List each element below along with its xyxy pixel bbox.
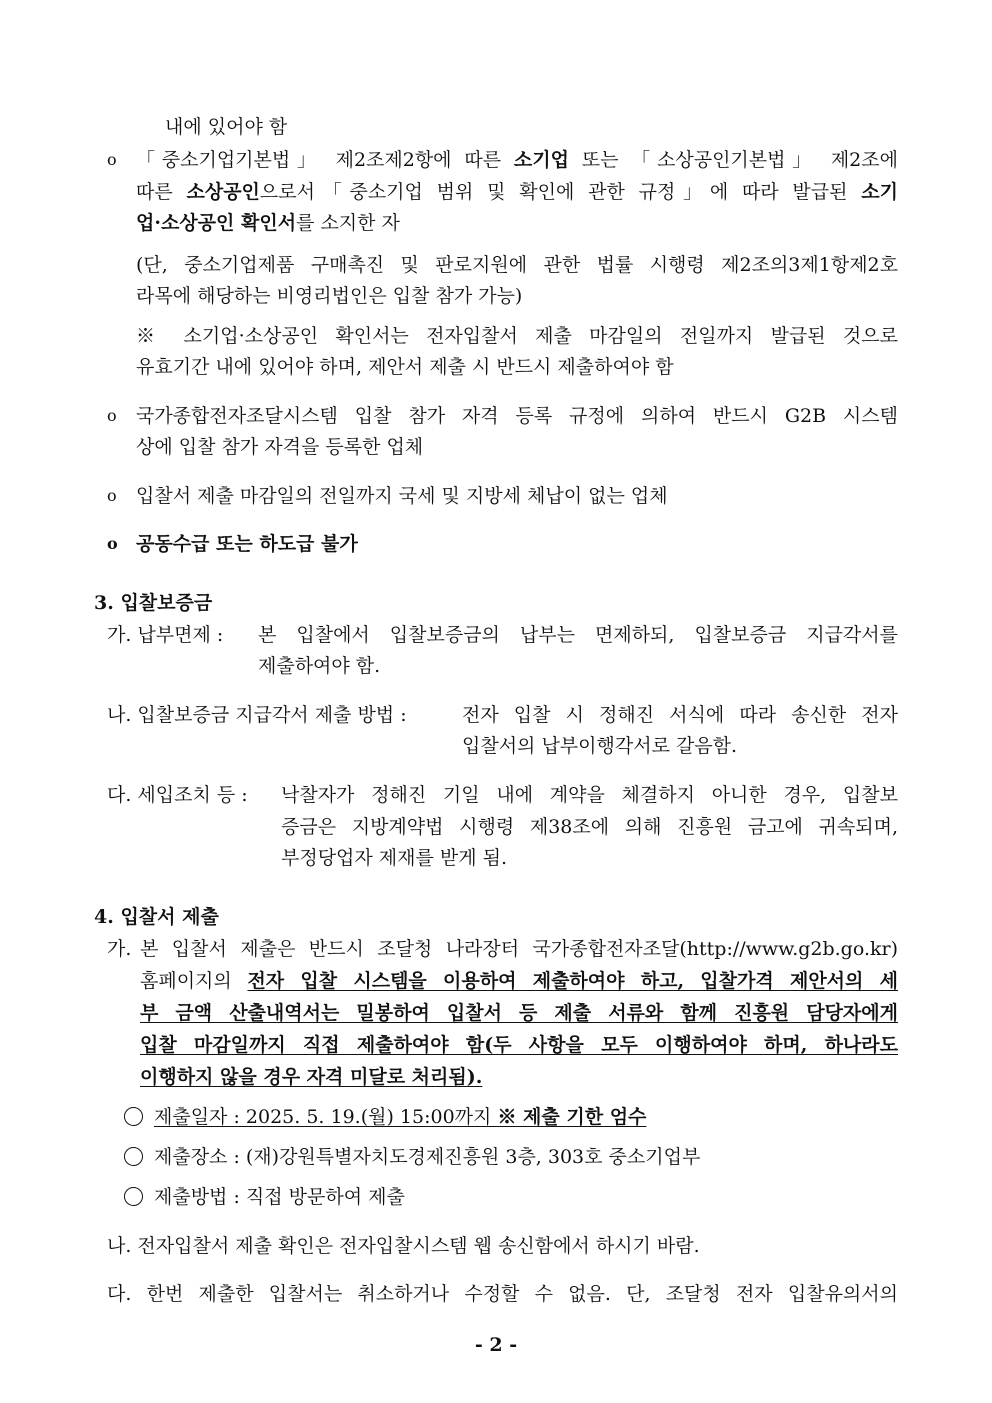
submit-place: 제출장소 : (재)강원특별자치도경제진흥원 3층, 303호 중소기업부: [154, 1146, 701, 1168]
bullet-mark: ο: [107, 534, 118, 553]
sme-l2b: 소상공인: [186, 181, 260, 203]
s4-ga-l2-bold: 전자 입찰 시스템을 이용하여 제출하여야 하고, 입찰가격 제안서의 세: [247, 970, 898, 992]
s3-da-line-1: 낙찰자가 정해진 기일 내에 계약을 체결하지 아니한 경우, 입찰보: [281, 784, 898, 806]
s3-da-line-3: 부정당업자 제재를 받게 됨.: [281, 847, 508, 869]
sme-line-1: [136, 148, 898, 172]
sme-l1c: 또는 「소상공인기본법」 제2조에: [568, 149, 898, 171]
continuation-line: 내에 있어야 함: [165, 116, 288, 138]
s3-ga-label: 가. 납부면제 :: [107, 624, 224, 646]
section-4-title: 4. 입찰서 제출: [94, 906, 219, 928]
paren-note-line-2: 라목에 해당하는 비영리법인은 입찰 참가 가능): [136, 285, 523, 307]
bullet-mark: ο: [107, 406, 117, 425]
sme-line-2: [136, 180, 898, 204]
s4-ga-line-2: [140, 969, 898, 993]
sme-line-3: [136, 211, 400, 235]
sme-l3a: 업·소상공인 확인서: [136, 212, 297, 234]
s4-na: 나. 전자입찰서 제출 확인은 전자입찰시스템 웹 송신함에서 하시기 바람.: [107, 1235, 700, 1257]
section-3-title: 3. 입찰보증금: [94, 592, 213, 614]
deadline-strict: ※ 제출 기한 엄수: [497, 1106, 647, 1128]
joint-item: 공동수급 또는 하도급 불가: [136, 533, 358, 555]
submit-date-text: 제출일자 : 2025. 5. 19.(월) 15:00까지: [154, 1106, 498, 1128]
sme-l1a: 「중소기업기본법」 제2조제2항에 따른: [136, 149, 514, 171]
paren-note-line-1: (단, 중소기업제품 구매촉진 및 판로지원에 관한 법률 시행령 제2조의3제1항제2호: [136, 254, 898, 276]
s3-da-label: 다. 세입조치 등 :: [107, 784, 248, 806]
s3-na-line-2: 입찰서의 납부이행각서로 갈음함.: [462, 735, 738, 757]
star-note-line-2: 유효기간 내에 있어야 하며, 제안서 제출 시 반드시 제출하여야 함: [136, 356, 674, 378]
submit-method: 제출방법 : 직접 방문하여 제출: [154, 1186, 405, 1208]
circle-bullet-icon: [124, 1187, 143, 1206]
g2b-line-2: 상에 입찰 참가 자격을 등록한 업체: [136, 436, 424, 458]
s4-ga-line-4: 입찰 마감일까지 직접 제출하여야 함(두 사항을 모두 이행하여야 하며, 하나라도: [140, 1034, 898, 1056]
tax-item: 입찰서 제출 마감일의 전일까지 국세 및 지방세 체납이 없는 업체: [136, 485, 668, 507]
s3-na-label: 나. 입찰보증금 지급각서 제출 방법 :: [107, 704, 407, 726]
sme-l1b: 소기업: [513, 149, 569, 171]
s4-da: 다. 한번 제출한 입찰서는 취소하거나 수정할 수 없음. 단, 조달청 전자 입찰유의서의: [107, 1283, 898, 1305]
bullet-mark: ο: [107, 486, 117, 505]
s4-ga-line-3: 부 금액 산출내역서는 밀봉하여 입찰서 등 제출 서류와 함께 진흥원 담당자에게: [140, 1002, 898, 1024]
circle-bullet-icon: [124, 1107, 143, 1126]
sme-l2d: 소기: [861, 181, 898, 203]
bullet-mark: ο: [107, 150, 117, 169]
sme-l2a: 따른: [136, 181, 187, 203]
s3-da-line-2: 증금은 지방계약법 시행령 제38조에 의해 진흥원 금고에 귀속되며,: [281, 816, 898, 838]
sme-l2c: 으로서「중소기업 범위 및 확인에 관한 규정」에 따라 발급된: [259, 181, 862, 203]
s4-ga-line-5: 이행하지 않을 경우 자격 미달로 처리됨).: [140, 1066, 483, 1088]
star-note-line-1: ※ 소기업·소상공인 확인서는 전자입찰서 제출 마감일의 전일까지 발급된 것으로: [136, 325, 898, 347]
circle-bullet-icon: [124, 1147, 143, 1166]
g2b-line-1: 국가종합전자조달시스템 입찰 참가 자격 등록 규정에 의하여 반드시 G2B 시스템: [136, 405, 898, 427]
submit-date: [154, 1105, 646, 1129]
s4-ga-l2-plain: 홈페이지의: [140, 970, 248, 992]
s4-ga-prefix: 가.: [107, 938, 132, 960]
s4-ga-line-1: 본 입찰서 제출은 반드시 조달청 나라장터 국가종합전자조달(http://www.g2b.go.kr): [140, 938, 898, 960]
sme-l3b: 를 소지한 자: [296, 212, 400, 234]
page-number: - 2 -: [474, 1334, 518, 1356]
s3-ga-line-2: 제출하여야 함.: [258, 655, 381, 677]
s3-na-line-1: 전자 입찰 시 정해진 서식에 따라 송신한 전자: [462, 704, 898, 726]
s3-ga-line-1: 본 입찰에서 입찰보증금의 납부는 면제하되, 입찰보증금 지급각서를: [258, 624, 898, 646]
